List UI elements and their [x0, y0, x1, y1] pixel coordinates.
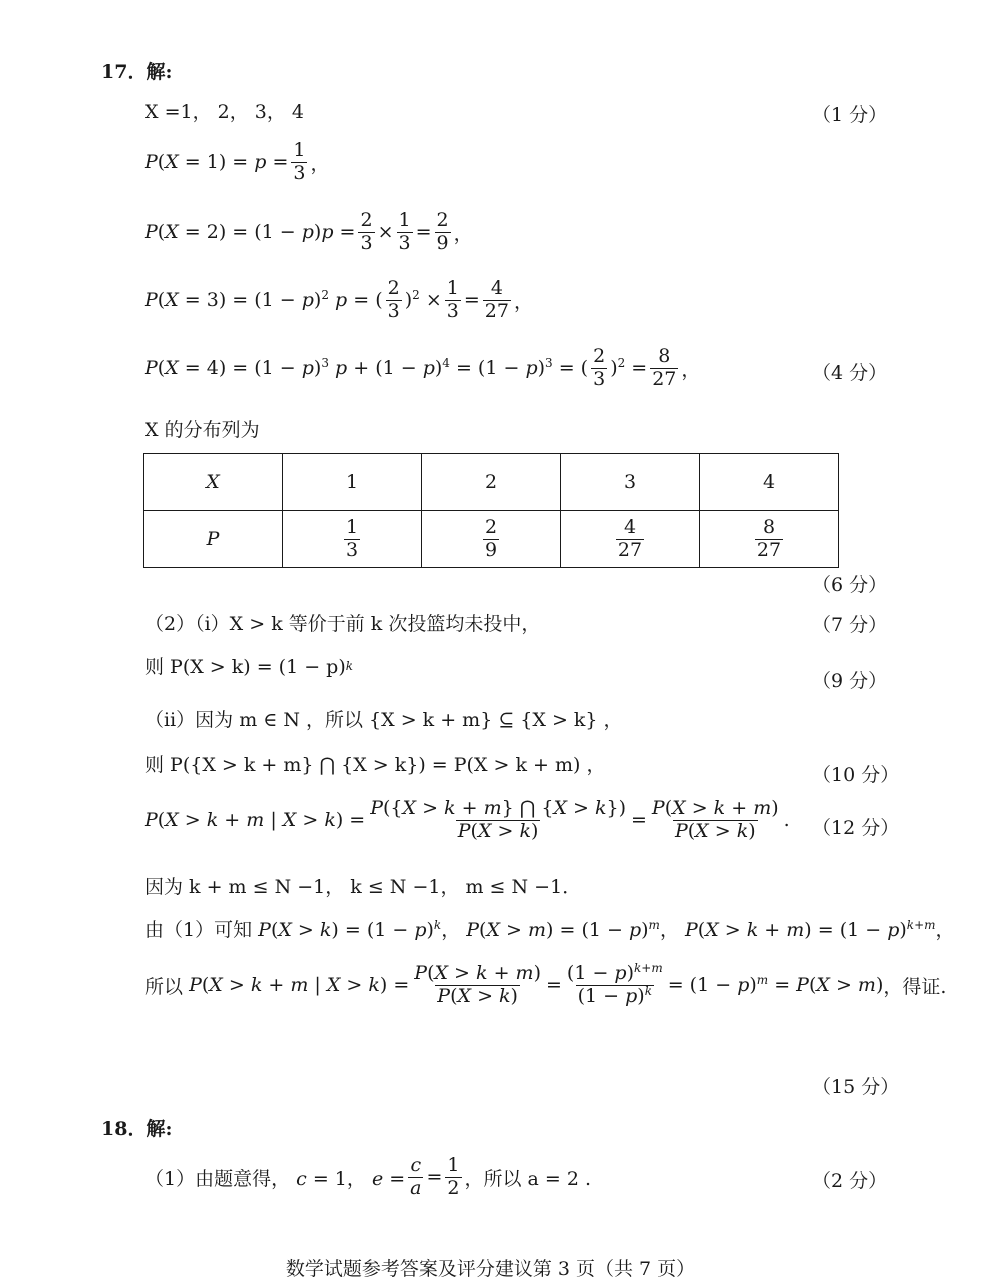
table-header-x: X — [144, 454, 283, 511]
problem18-part1: （1）由题意得， c = 1， e = $\frac{c}{a}$ = $\frac{1}{2}$ ，所以 a = 2 . — [145, 1154, 592, 1199]
formula-p-x1: P(X = 1) = p = $\frac{1}{3}$ ， — [145, 139, 330, 184]
table-cell-p: $\frac{1}{3}$ — [283, 511, 422, 568]
score-12: （12 分） — [812, 817, 900, 839]
problem-18-header: 18．解: — [101, 1118, 173, 1140]
table-cell-p: $\frac{4}{27}$ — [561, 511, 700, 568]
formula-p-x4: $P(X = 4) = (1 - p)^3$ $p + (1 - p)^4 = (1 - p)^3$ = ( $\frac{2}{3}$ )$^2$ = $\frac{8}{27}$ ， — [145, 345, 701, 390]
score-1: （1 分） — [812, 104, 888, 126]
table-header-p: P — [144, 511, 283, 568]
table-row-p — [144, 511, 839, 568]
table-row-x — [144, 454, 839, 511]
score-15: （15 分） — [812, 1076, 900, 1098]
conditional-probability-formula: P(X > k + m | X > k) = $\frac{P(\{X > k + m\} ⋂ \{X > k\})}{P(X > k)}$ = $\frac{P(X > k + m)}{P(X > k)}$ . — [145, 797, 790, 842]
conclusion-line: 所以 P(X > k + m | X > k) = $\frac{P(X > k + m)}{P(X > k)}$ = $\frac{(1 - p)^{k+m}}{(1 - p)^k}$ = $(1 - p)^m = P(X > m)$ ，得证. — [145, 960, 947, 1007]
table-cell-p: $\frac{2}{9}$ — [422, 511, 561, 568]
x-values-text: X =1， 2， 3， 4 — [145, 101, 304, 123]
part2i-text: （2）（ⅰ）X > k 等价于前 k 次投篮均未投中， — [145, 613, 541, 635]
table-cell-p: $\frac{8}{27}$ — [700, 511, 839, 568]
score-7: （7 分） — [812, 614, 888, 636]
part2ii-text: （ⅱ）因为 m ∈ N ，所以 {X > k + m} ⊆ {X > k} ， — [145, 709, 623, 731]
distribution-intro: X 的分布列为 — [145, 419, 260, 441]
problem-17-header: 17．解: — [101, 61, 173, 83]
because-line: 因为 k + m ≤ N −1， k ≤ N −1， m ≤ N −1． — [145, 876, 582, 898]
part1-x-values — [145, 97, 304, 124]
then-line: 则 P(X > k) = (1 − p) k — [145, 656, 354, 678]
score-6: （6 分） — [812, 574, 888, 596]
score-10: （10 分） — [812, 764, 900, 786]
table-cell-x: 1 — [283, 454, 422, 511]
table-cell-x: 3 — [561, 454, 700, 511]
score-4: （4 分） — [812, 362, 888, 384]
table-cell-x: 2 — [422, 454, 561, 511]
from1-line: 由（1）可知 $P(X > k) = (1 - p)^k$， $P(X > m) = (1 - p)^m$， $P(X > k + m) = (1 - p)^{k+m}$， — [145, 917, 955, 941]
score-9: （9 分） — [812, 670, 888, 692]
score-2: （2 分） — [812, 1170, 888, 1192]
page-footer: 数学试题参考答案及评分建议第 3 页（共 7 页） — [285, 1258, 696, 1280]
table-cell-x: 4 — [700, 454, 839, 511]
fraction-1-3: $\frac{1}{3}$ — [293, 139, 306, 184]
formula-p-x3: $P(X = 3) = (1 - p)^2$ p = ( $\frac{2}{3}$ )$^2$ × $\frac{1}{3}$ = $\frac{4}{27}$ ， — [145, 277, 533, 322]
then-line-2: 则 P({X > k + m} ⋂ {X > k}) = P(X > k + m) ， — [145, 754, 606, 776]
formula-p-x2: P(X = 2) = (1 − p)p = $\frac{2}{3}$ × $\frac{1}{3}$ = $\frac{2}{9}$ ， — [145, 209, 473, 254]
distribution-table — [143, 453, 839, 568]
